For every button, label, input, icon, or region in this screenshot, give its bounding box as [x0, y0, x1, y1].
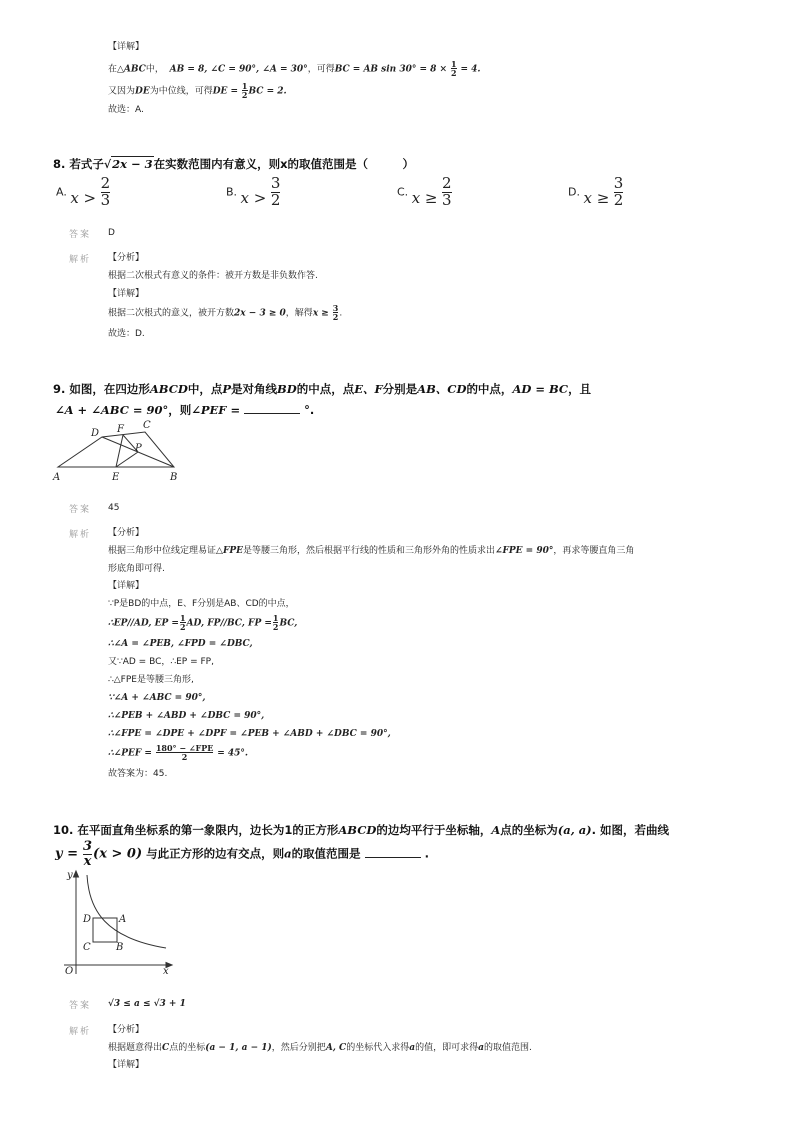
option-a[interactable]: A. x > $\frac{2}{3}$ [56, 174, 111, 209]
answer-label: 答案 [69, 505, 92, 515]
analysis-label: 解析 [69, 255, 92, 265]
fraction: $\frac{3}{x}$ [83, 839, 93, 869]
analysis-label: 解析 [69, 1027, 92, 1037]
label-c: C [83, 942, 91, 953]
label-c: C [143, 420, 151, 431]
hyperbola-figure [56, 866, 180, 978]
fraction: $\frac{3}{2}$ [270, 174, 281, 209]
hyperbola-curve [87, 875, 166, 948]
question-9-stem-line-1: 9. 如图，在四边形ABCD中，点P是对角线BD的中点，点E、F分别是AB、CD的中点，AD = BC，且 [53, 382, 592, 396]
quadrilateral-abcd [58, 432, 174, 467]
answer-blank[interactable] [365, 847, 421, 858]
question-10-stem-line-2: y = $\frac{3}{x}$ (x > 0) 与此正方形的边有交点，则a的取值范围是 . [55, 839, 429, 869]
analysis-text: 根据二次根式有意义的条件：被开方数是非负数作答. [108, 271, 318, 281]
option-c[interactable]: C. x ≥ $\frac{2}{3}$ [397, 174, 452, 209]
label-p: P [135, 443, 142, 454]
fraction: $\frac{1}{2}$ [241, 81, 248, 101]
prev-solution-line-2: 又因为DE为中位线，可得DE = $\frac{1}{2}$ BC = 2. [108, 81, 287, 101]
analysis-tag: 【分析】 [108, 253, 145, 263]
detail-text: 根据二次根式的意义，被开方数2x − 3 ≥ 0，解得x ≥ $\frac{3}{2}$ . [108, 303, 343, 323]
analysis-tag: 【分析】 [108, 528, 145, 538]
conclusion: 故选：D. [108, 329, 145, 339]
fraction: $\frac{1}{2}$ [450, 59, 457, 79]
step-2: ∴EP//AD, EP = $\frac{1}{2}$ AD, FP//BC, FP = $\frac{1}{2}$ BC, [108, 613, 298, 633]
answer-label: 答案 [69, 230, 92, 240]
answer-value: √3 ≤ a ≤ √3 + 1 [108, 999, 186, 1009]
prev-solution-line-1: 在△ABC中， AB = 8, ∠C = 90°, ∠A = 30°，可得BC = AB sin 30° = 8 × $\frac{1}{2}$ = 4. [108, 59, 481, 79]
label-d: D [91, 428, 100, 439]
fraction: $\frac{3}{2}$ [613, 174, 624, 209]
analysis-text-line-2: 形底角即可得. [108, 564, 165, 574]
quadrilateral-figure [50, 418, 190, 484]
label-b: B [116, 942, 124, 953]
answer-blank[interactable] [244, 403, 300, 414]
fraction: $\frac{1}{2}$ [179, 613, 186, 633]
step-8: ∴∠FPE = ∠DPE + ∠DPF = ∠PEB + ∠ABD + ∠DBC = 90°, [108, 729, 391, 739]
detail-tag: 【详解】 [108, 581, 145, 591]
step-5: ∴△FPE是等腰三角形, [108, 675, 194, 685]
label-f: F [117, 424, 124, 435]
label-d: D [83, 914, 92, 925]
prev-conclusion: 故选：A. [108, 105, 144, 115]
detail-tag: 【详解】 [108, 42, 145, 52]
analysis-tag: 【分析】 [108, 1025, 145, 1035]
label-x: x [163, 966, 169, 977]
analysis-label: 解析 [69, 530, 92, 540]
y-axis-arrow [74, 871, 79, 877]
answer-value: 45 [108, 503, 120, 513]
question-10-stem-line-1: 10. 在平面直角坐标系的第一象限内，边长为1的正方形ABCD的边均平行于坐标轴，A点的坐标为(a, a). 如图，若曲线 [53, 823, 669, 837]
answer-label: 答案 [69, 1001, 92, 1011]
fraction: $\frac{2}{3}$ [441, 174, 452, 209]
fraction: $\frac{2}{3}$ [100, 174, 111, 209]
step-9: ∴∠PEF = $\frac{\text{180° − ∠FPE}}{2}$ = 45°. [108, 743, 249, 763]
segment-ef [116, 435, 123, 467]
analysis-text: 根据题意得出C点的坐标(a − 1, a − 1)，然后分别把A, C的坐标代入求得a的值，即可求得a的取值范围. [108, 1043, 532, 1053]
label-a: A [53, 472, 61, 483]
conclusion: 故答案为：45. [108, 769, 168, 779]
step-4: 又∵AD = BC，∴EP = FP, [108, 657, 214, 667]
option-b[interactable]: B. x > $\frac{3}{2}$ [226, 174, 281, 209]
label-e: E [112, 472, 120, 483]
step-7: ∴∠PEB + ∠ABD + ∠DBC = 90°, [108, 711, 265, 721]
label-b: B [170, 472, 178, 483]
fraction: $\frac{1}{2}$ [272, 613, 279, 633]
analysis-text-line-1: 根据三角形中位线定理易证△FPE是等腰三角形，然后根据平行线的性质和三角形外角的性质求出∠FPE = 90°，再求等腰直角三角 [108, 546, 635, 556]
step-3: ∴∠A = ∠PEB, ∠FPD = ∠DBC, [108, 639, 253, 649]
detail-tag: 【详解】 [108, 1060, 145, 1070]
detail-tag: 【详解】 [108, 289, 145, 299]
step-1: ∵P是BD的中点，E、F分别是AB、CD的中点， [108, 599, 295, 609]
label-y: y [67, 870, 73, 881]
fraction: $\frac{3}{2}$ [332, 303, 339, 323]
fraction: $\frac{\text{180° − ∠FPE}}{2}$ [155, 743, 214, 763]
label-o: O [65, 966, 74, 977]
step-6: ∵∠A + ∠ABC = 90°, [108, 693, 206, 703]
answer-value: D [108, 228, 115, 238]
question-9-stem-line-2: ∠A + ∠ABC = 90°，则∠PEF = °. [55, 403, 315, 417]
label-a: A [119, 914, 127, 925]
question-8-stem: 8. 若式子√2x − 3在实数范围内有意义，则x的取值范围是（ ） [53, 157, 415, 171]
option-d[interactable]: D. x ≥ $\frac{3}{2}$ [568, 174, 624, 209]
